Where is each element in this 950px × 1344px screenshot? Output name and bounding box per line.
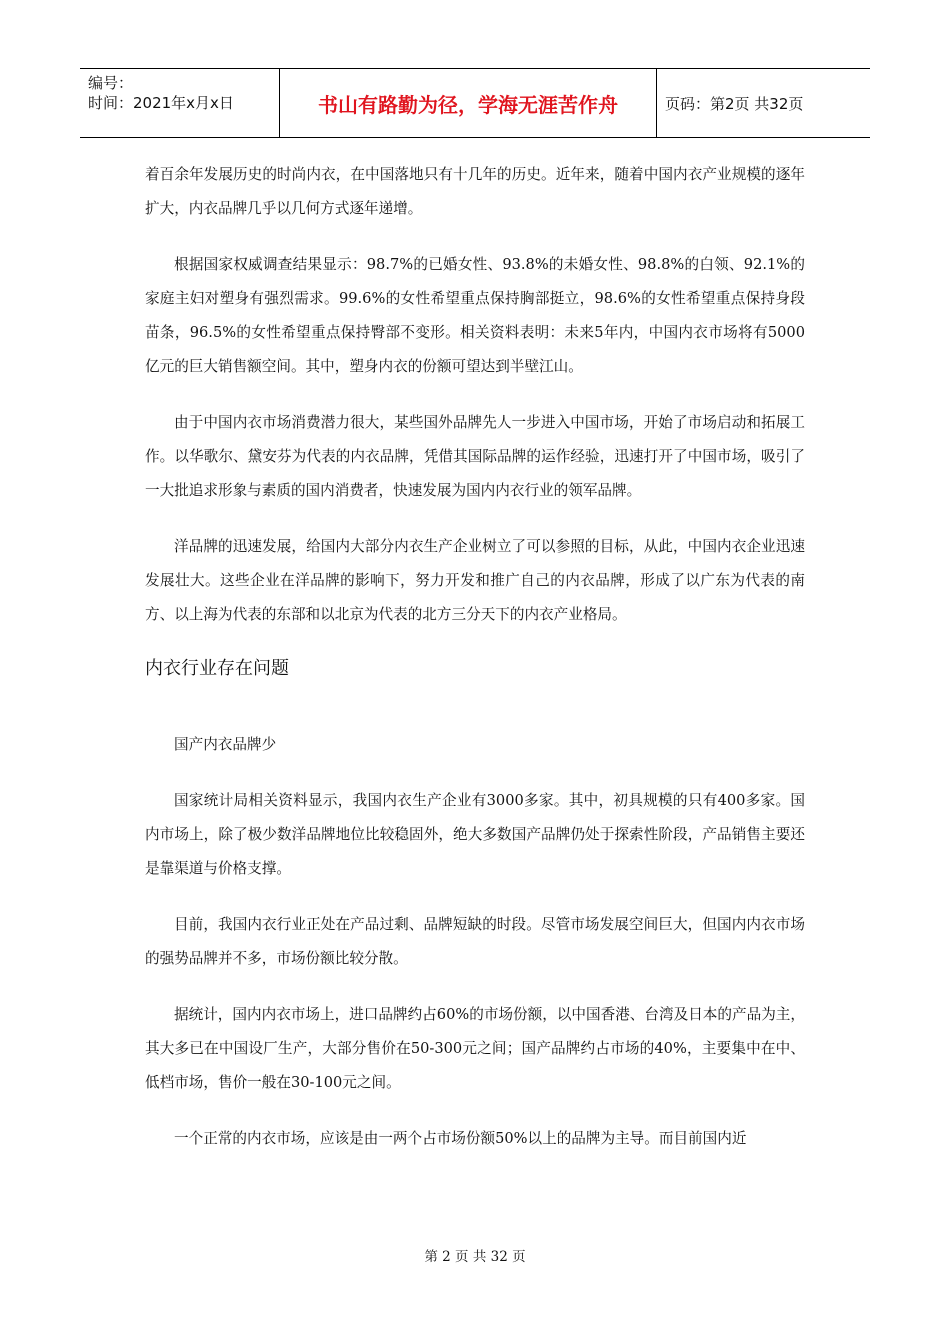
document-time-label: 时间：2021年x月x日	[88, 94, 234, 112]
header-page-info: 页码：第2页 共32页	[665, 94, 804, 113]
page-footer: 第 2 页 共 32 页	[424, 1249, 526, 1265]
paragraph-section-1: 国家统计局相关资料显示，我国内衣生产企业有3000多家。其中，初具规模的只有400多家。国内市场上，除了极少数洋品牌地位比较稳固外，绝大多数国产品牌仍处于探索性阶段，产品销售主要还是靠渠道与价格支撑。	[145, 792, 805, 877]
paragraph-section-2: 目前，我国内衣行业正处在产品过剩、品牌短缺的时段。尽管市场发展空间巨大，但国内内衣市场的强势品牌并不多，市场份额比较分散。	[145, 916, 805, 967]
subsection-title: 国产内衣品牌少	[174, 736, 277, 753]
page-header	[80, 68, 870, 138]
document-body	[145, 158, 805, 1178]
paragraph-section-4: 一个正常的内衣市场，应该是由一两个占市场份额50%以上的品牌为主导。而目前国内近	[174, 1130, 747, 1147]
document-number-label: 编号：	[88, 74, 134, 92]
section-title: 内衣行业存在问题	[145, 658, 289, 679]
paragraph-intro-1: 着百余年发展历史的时尚内衣，在中国落地只有十几年的历史。近年来，随着中国内衣产业规模的逐年扩大，内衣品牌几乎以几何方式逐年递增。	[145, 166, 805, 217]
header-motto: 书山有路勤为径，学海无涯苦作舟	[280, 69, 657, 137]
header-meta	[80, 69, 280, 137]
paragraph-intro-4: 洋品牌的迅速发展，给国内大部分内衣生产企业树立了可以参照的目标，从此，中国内衣企业迅速发展壮大。这些企业在洋品牌的影响下，努力开发和推广自己的内衣品牌，形成了以广东为代表的南方、以上海为代表的东部和以北京为代表的北方三分天下的内衣产业格局。	[145, 538, 805, 623]
paragraph-section-3: 据统计，国内内衣市场上，进口品牌约占60%的市场份额，以中国香港、台湾及日本的产品为主，其大多已在中国设厂生产，大部分售价在50-300元之间；国产品牌约占市场的40%，主要集中在中、低档市场，售价一般在30-100元之间。	[145, 1006, 805, 1091]
paragraph-intro-3: 由于中国内衣市场消费潜力很大，某些国外品牌先人一步进入中国市场，开始了市场启动和拓展工作。以华歌尔、黛安芬为代表的内衣品牌，凭借其国际品牌的运作经验，迅速打开了中国市场，吸引了一大批追求形象与素质的国内消费者，快速发展为国内内衣行业的领军品牌。	[145, 414, 805, 499]
paragraph-intro-2: 根据国家权威调查结果显示：98.7%的已婚女性、93.8%的未婚女性、98.8%的白领、92.1%的家庭主妇对塑身有强烈需求。99.6%的女性希望重点保持胸部挺立，98.6%的女性希望重点保持身段苗条，96.5%的女性希望重点保持臀部不变形。相关资料表明：未来5年内，中国内衣市场将有5000亿元的巨大销售额空间。其中，塑身内衣的份额可望达到半壁江山。	[145, 256, 805, 375]
